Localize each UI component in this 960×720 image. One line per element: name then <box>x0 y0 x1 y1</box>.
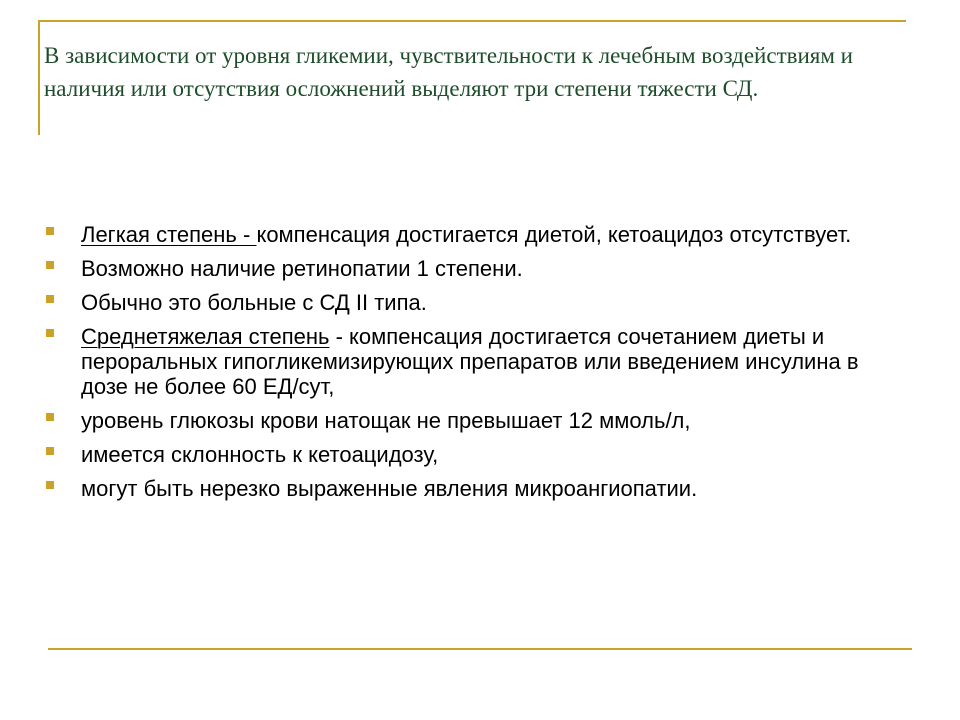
list-item <box>46 476 886 501</box>
bullet-list <box>46 222 886 510</box>
bottom-rule <box>48 648 912 650</box>
bullet-lead: Легкая степень - <box>81 222 257 247</box>
bullet-text: имеется склонность к кетоацидозу, <box>81 442 439 467</box>
square-bullet-icon <box>46 261 54 269</box>
list-item <box>46 222 886 247</box>
top-rule <box>38 20 906 22</box>
list-item <box>46 324 886 399</box>
bullet-text: уровень глюкозы крови натощак не превышает 12 ммоль/л, <box>81 408 691 433</box>
square-bullet-icon <box>46 329 54 337</box>
list-item <box>46 290 886 315</box>
bullet-text: Возможно наличие ретинопатии 1 степени. <box>81 256 523 281</box>
list-item <box>46 442 886 467</box>
square-bullet-icon <box>46 447 54 455</box>
square-bullet-icon <box>46 295 54 303</box>
bullet-text: компенсация достигается диетой, кетоацидоз отсутствует. <box>256 222 852 247</box>
bullet-text: Обычно это больные с СД II типа. <box>81 290 427 315</box>
list-item <box>46 256 886 281</box>
bullet-text: могут быть нерезко выраженные явления микроангиопатии. <box>81 476 698 501</box>
square-bullet-icon <box>46 413 54 421</box>
left-rule <box>38 20 40 135</box>
square-bullet-icon <box>46 481 54 489</box>
bullet-lead: Среднетяжелая степень <box>81 324 330 349</box>
list-item <box>46 408 886 433</box>
slide-title: В зависимости от уровня гликемии, чувствительности к лечебным воздействиям и наличия или отсутствия осложнений выделяют три степени тяжести СД. <box>44 43 853 101</box>
square-bullet-icon <box>46 227 54 235</box>
bullet-text: - компенсация достигается сочетанием диеты и пероральных гипогликемизирующих препаратов или введением инсулина в дозе не более 60 ЕД/сут, <box>81 324 859 399</box>
